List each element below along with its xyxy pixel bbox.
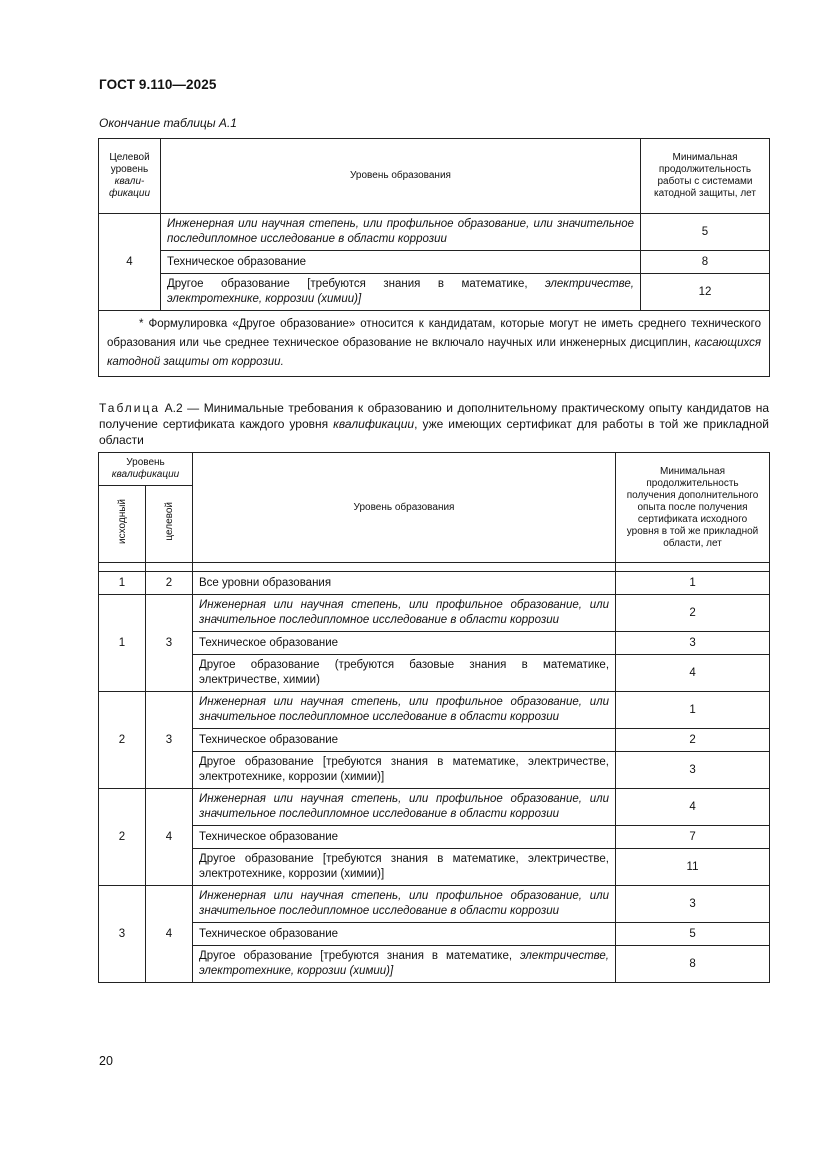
table-row	[99, 214, 770, 251]
education-cell: Техническое образование	[161, 251, 641, 274]
years-cell: 5	[616, 923, 770, 946]
target-level-cell: 4	[146, 789, 193, 886]
table-row	[99, 274, 770, 311]
table2-header-source: исходный	[99, 486, 146, 563]
table-row	[99, 752, 770, 789]
table-row	[99, 789, 770, 826]
education-cell: Техническое образование	[193, 632, 616, 655]
table-row	[99, 595, 770, 632]
table1-footnote: * Формулировка «Другое образование» относится к кандидатам, которые могут не иметь среднего технического образования или чье среднее техническое образование не включало научных или инженерных дисциплин, касающихся катодной защиты от коррозии.	[99, 311, 770, 377]
table-row	[99, 251, 770, 274]
years-cell: 3	[616, 886, 770, 923]
years-cell: 3	[616, 632, 770, 655]
years-cell: 2	[616, 729, 770, 752]
table-row	[99, 826, 770, 849]
target-level-cell: 3	[146, 692, 193, 789]
years-cell: 3	[616, 752, 770, 789]
table1-caption: Окончание таблицы А.1	[99, 116, 237, 130]
table1-note-row	[99, 311, 770, 377]
table-row	[99, 632, 770, 655]
table2-caption: Таблица А.2 — Минимальные требования к образованию и дополнительному практическому опыту кандидатов на получение сертификата каждого уровня квалификации, уже имеющих сертификат для работы в той же прикладной области	[99, 401, 769, 447]
education-cell: Инженерная или научная степень, или профильное образование, или значительное последипломное исследование в области коррозии	[193, 595, 616, 632]
page-number: 20	[99, 1054, 113, 1068]
source-level-cell: 2	[99, 692, 146, 789]
years-cell: 12	[641, 274, 770, 311]
table2-header-level: Уровень квалификации	[99, 453, 193, 486]
table-a2	[98, 452, 770, 983]
table-row	[99, 572, 770, 595]
table2-header-education: Уровень образования	[193, 453, 616, 563]
table-row	[99, 692, 770, 729]
education-cell: Другое образование [требуются знания в математике, электричестве, электротехнике, коррозии (химии)]	[193, 849, 616, 886]
education-cell: Инженерная или научная степень, или профильное образование, или значительное последипломное исследование в области коррозии	[161, 214, 641, 251]
education-cell: Все уровни образования	[193, 572, 616, 595]
education-cell: Техническое образование	[193, 923, 616, 946]
table1-header-level: Целевой уровень квали- фикации	[99, 139, 161, 214]
table-row	[99, 729, 770, 752]
years-cell: 2	[616, 595, 770, 632]
education-cell: Техническое образование	[193, 729, 616, 752]
education-cell: Другое образование (требуются базовые знания в математике, электричестве, химии)	[193, 655, 616, 692]
source-level-cell: 3	[99, 886, 146, 983]
education-cell: Другое образование [требуются знания в математике, электричестве, электротехнике, коррозии (химии)]	[161, 274, 641, 311]
years-cell: 8	[616, 946, 770, 983]
document-header: ГОСТ 9.110—2025	[99, 77, 217, 92]
table2-header-row	[99, 453, 770, 486]
source-level-cell: 1	[99, 595, 146, 692]
table1-header-row	[99, 139, 770, 214]
years-cell: 8	[641, 251, 770, 274]
table1-header-years: Минимальная продолжительность работы с системами катодной защиты, лет	[641, 139, 770, 214]
table-row	[99, 923, 770, 946]
education-cell: Инженерная или научная степень, или профильное образование, или значительное последипломное исследование в области коррозии	[193, 692, 616, 729]
years-cell: 1	[616, 692, 770, 729]
table-row	[99, 849, 770, 886]
table-row	[99, 946, 770, 983]
table2-header-years: Минимальная продолжительность получения дополнительного опыта после получения сертификата исходного уровня в той же прикладной области, лет	[616, 453, 770, 563]
education-cell: Инженерная или научная степень, или профильное образование, или значительное последипломное исследование в области коррозии	[193, 789, 616, 826]
education-cell: Другое образование [требуются знания в математике, электричестве, электротехнике, коррозии (химии)]	[193, 752, 616, 789]
table-row	[99, 655, 770, 692]
target-level-cell: 4	[146, 886, 193, 983]
education-cell: Другое образование [требуются знания в математике, электричестве, электротехнике, коррозии (химии)]	[193, 946, 616, 983]
target-level-cell: 4	[99, 214, 161, 311]
table-row	[99, 886, 770, 923]
target-level-cell: 2	[146, 572, 193, 595]
years-cell: 4	[616, 655, 770, 692]
target-level-cell: 3	[146, 595, 193, 692]
years-cell: 4	[616, 789, 770, 826]
years-cell: 5	[641, 214, 770, 251]
source-level-cell: 2	[99, 789, 146, 886]
education-cell: Инженерная или научная степень, или профильное образование, или значительное последипломное исследование в области коррозии	[193, 886, 616, 923]
table-a1-continuation	[98, 138, 770, 377]
years-cell: 1	[616, 572, 770, 595]
education-cell: Техническое образование	[193, 826, 616, 849]
table2-header-gap	[99, 563, 770, 572]
years-cell: 7	[616, 826, 770, 849]
table2-header-target: целевой	[146, 486, 193, 563]
source-level-cell: 1	[99, 572, 146, 595]
years-cell: 11	[616, 849, 770, 886]
table1-header-education: Уровень образования	[161, 139, 641, 214]
